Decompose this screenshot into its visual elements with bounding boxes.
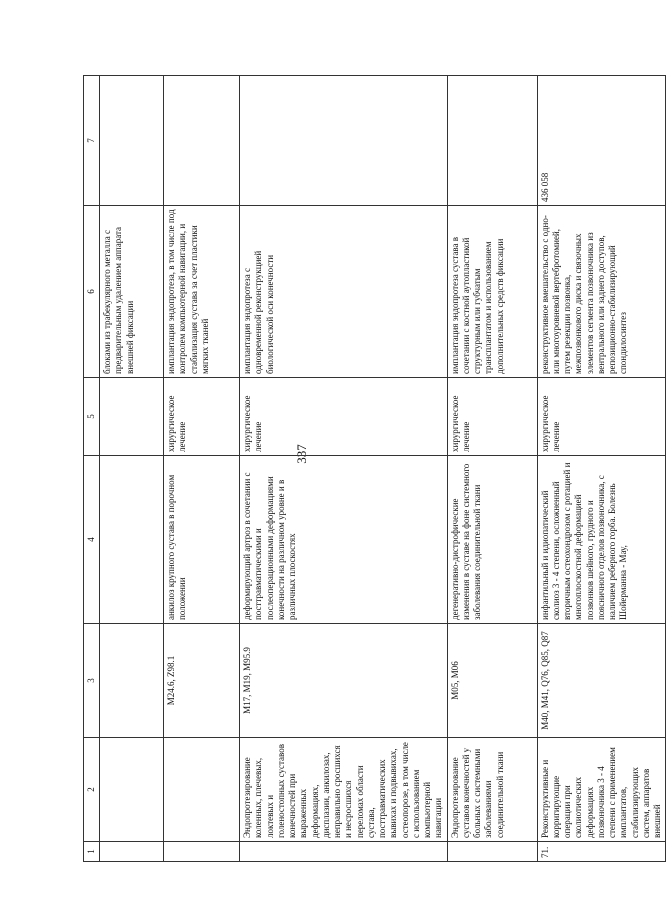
header-col-7: 7	[84, 76, 100, 206]
header-col-3: 3	[84, 624, 100, 738]
table-row	[164, 76, 240, 862]
header-col-2: 2	[84, 738, 100, 842]
rotated-table-container	[83, 76, 662, 862]
row-number-cell: 71.	[537, 842, 666, 862]
page-number: 337	[293, 444, 309, 464]
table-row	[100, 76, 164, 862]
cost-cell: 436 058	[537, 76, 666, 206]
method-cell: реконструктивное вмешательство с одно- или многоуровневой вертебротомией, путем резекции позвонка, межпозвонкового диска и связочных элементов сегмента позвоночника из вентрального или заднего доступов, репозиционно-стабилизирующий спондилосинтез	[537, 206, 666, 378]
code-cell: M24.6, Z98.1	[164, 624, 240, 738]
procedure-name-cell: Эндопротезирование суставов конечностей у больных с системными заболеваниями соединительной ткани	[447, 738, 537, 842]
method-cell: имплантация эндопротеза, в том числе под контролем компьютерной навигации, и стабилизация сустава за счет пластики мягких тканей	[164, 206, 240, 378]
code-cell: M05, M06	[447, 624, 537, 738]
method-cell: блоками из трабекулярного металла с предварительным удалением аппарата внешней фиксации	[100, 206, 164, 378]
medical-care-table	[83, 75, 666, 862]
treatment-cell: хирургическое лечение	[240, 378, 448, 456]
header-col-1: 1	[84, 842, 100, 862]
diagnosis-cell: анкилоз крупного сустава в порочном положении	[164, 456, 240, 624]
treatment-cell: хирургическое лечение	[447, 378, 537, 456]
header-row	[84, 76, 100, 862]
header-col-4: 4	[84, 456, 100, 624]
code-cell: M17, M19, M95.9	[240, 624, 448, 738]
table-row	[537, 76, 666, 862]
procedure-name-cell: Реконструктивные и корригирующие операции при сколиотических деформациях позвоночника 3 - 4 степени с применением имплантатов, стабилизирующих систем, аппаратов внешней	[537, 738, 666, 842]
table-row	[240, 76, 448, 862]
procedure-name-cell: Эндопротезирование коленных, плечевых, локтевых и голеностопных суставов конечностей при выраженных деформациях, дисплазии, анкилозах, неправильно сросшихся и несросшихся переломах области сустава, посттравматических вывихах и подвывихах, остеопорозе, в том числе с использованием компьютерной навигации	[240, 738, 448, 842]
treatment-cell: хирургическое лечение	[164, 378, 240, 456]
code-cell: M40, M41, Q76, Q85, Q87	[537, 624, 666, 738]
diagnosis-cell: деформирующий артроз в сочетании с посттравматическими и послеоперационными деформациями конечности на различном уровне и в различных плоскостях	[240, 456, 448, 624]
table-row	[447, 76, 537, 862]
header-col-6: 6	[84, 206, 100, 378]
treatment-cell: хирургическое лечение	[537, 378, 666, 456]
method-cell: имплантация эндопротеза сустава в сочетании с костной аутопластикой структурным или губчатым трансплантатом и использованием дополнительных средств фиксации	[447, 206, 537, 378]
diagnosis-cell: инфантильный и идиопатический сколиоз 3 - 4 степени, осложненный вторичным остеохондрозом с ротацией и многоплоскостной деформацией позвонков шейного, грудного и поясничного отделов позвоночника, с наличием реберного горба. Болезнь Шойерманна - Мау,	[537, 456, 666, 624]
header-col-5: 5	[84, 378, 100, 456]
diagnosis-cell: дегенеративно-дистрофические изменения в суставе на фоне системного заболевания соединительной ткани	[447, 456, 537, 624]
method-cell: имплантация эндопротеза с одновременной реконструкцией биологической оси конечности	[240, 206, 448, 378]
